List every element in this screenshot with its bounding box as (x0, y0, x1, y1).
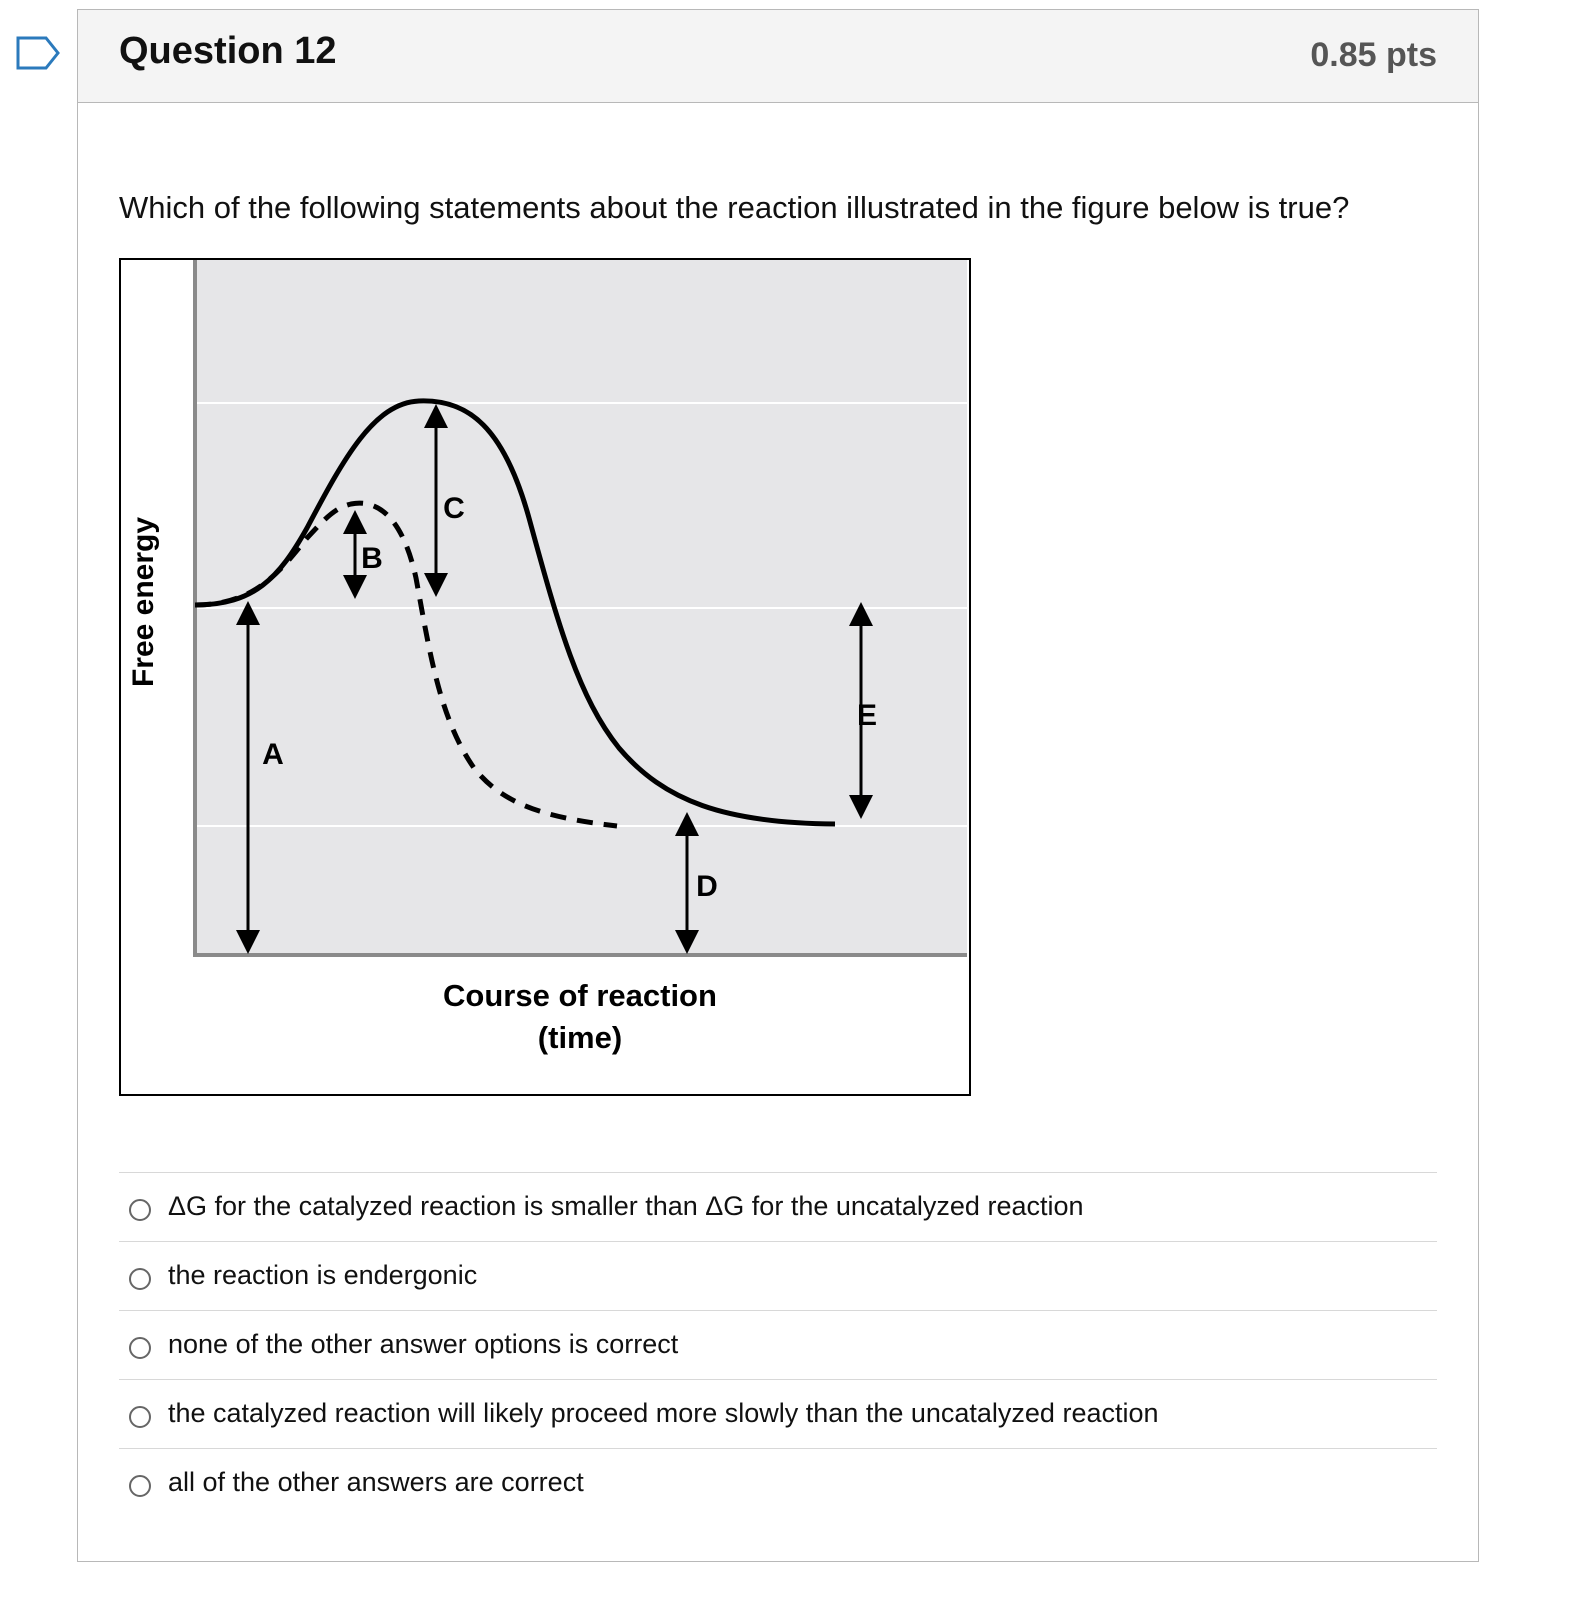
answer-option-1[interactable] (119, 1172, 1437, 1241)
radio-button[interactable] (129, 1268, 151, 1290)
marker-d: D (696, 870, 718, 903)
marker-e: E (856, 699, 878, 732)
question-card (77, 9, 1479, 1562)
x-axis-label-line2: (time) (537, 1020, 623, 1055)
answer-label[interactable]: all of the other answers are correct (168, 1467, 584, 1497)
question-flag-icon[interactable] (16, 36, 60, 70)
answer-option-3[interactable] (119, 1310, 1437, 1379)
question-header (78, 10, 1478, 103)
answer-label[interactable]: none of the other answer options is correct (168, 1329, 679, 1359)
radio-button[interactable] (129, 1199, 151, 1221)
answer-label[interactable]: ΔG for the catalyzed reaction is smaller than ΔG for the uncatalyzed reaction (168, 1191, 1084, 1221)
answer-list (119, 1172, 1437, 1517)
question-title: Question 12 (119, 30, 337, 72)
marker-a: A (262, 738, 284, 771)
radio-button[interactable] (129, 1406, 151, 1428)
answer-option-4[interactable] (119, 1379, 1437, 1448)
energy-diagram (119, 258, 971, 1096)
marker-c: C (443, 492, 465, 525)
x-axis-label-line1: Course of reaction (443, 978, 717, 1013)
radio-button[interactable] (129, 1475, 151, 1497)
radio-button[interactable] (129, 1337, 151, 1359)
question-points: 0.85 pts (1310, 36, 1437, 74)
answer-label[interactable]: the catalyzed reaction will likely proceed more slowly than the uncatalyzed reaction (168, 1398, 1159, 1428)
y-axis-label: Free energy (127, 516, 160, 688)
answer-option-2[interactable] (119, 1241, 1437, 1310)
marker-b: B (361, 542, 383, 575)
question-text: Which of the following statements about the reaction illustrated in the figure below is true? (119, 190, 1350, 225)
answer-label[interactable]: the reaction is endergonic (168, 1260, 478, 1290)
answer-option-5[interactable] (119, 1448, 1437, 1517)
energy-diagram-figure (119, 258, 971, 1096)
